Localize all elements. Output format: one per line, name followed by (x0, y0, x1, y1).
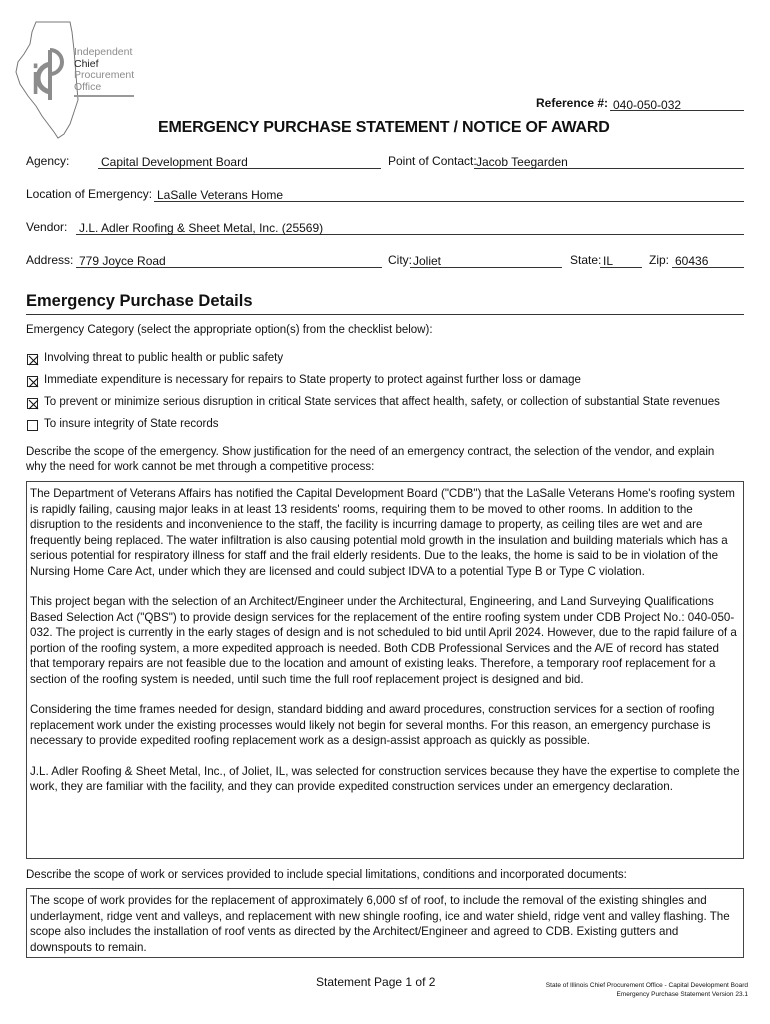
check-x-icon (28, 399, 39, 410)
scope-textarea[interactable] (26, 481, 744, 859)
scope-paragraph: J.L. Adler Roofing & Sheet Metal, Inc., of Joliet, IL, was selected for construction services because they have the expertise to complete the work, they are familiar with the facility, and they can provide expedited construction services under an emergency declaration. (30, 764, 740, 793)
zip-label: Zip: (649, 253, 670, 267)
option-label-repairs: Immediate expenditure is necessary for repairs to State property to protect against further loss or damage (44, 374, 581, 386)
city-field[interactable] (410, 252, 562, 268)
vendor-value: J.L. Adler Roofing & Sheet Metal, Inc. (25569) (79, 221, 324, 235)
contact-value: Jacob Teegarden (476, 155, 568, 169)
zip-value: 60436 (675, 254, 709, 268)
page-number: Statement Page 1 of 2 (316, 975, 436, 989)
scope-paragraph: This project began with the selection of an Architect/Engineer under the Architectural, Engineering, and Land Surveying Qualifications Based Selection Act ("QBS") to provide design services for the replacement of the entire roofing system under CDB Project No.: 040-050-032. The project is currently in the early stages of design and is not scheduled to bid until April 2024. However, due to the rapid failure of a portion of the roofing system, a more expedited approach is needed. Both CDB Professional Services and the A/E of record has stated that temporary repairs are not feasible due to the location and amount of existing leaks. Therefore, a temporary roof replacement for a section of the roofing system is needed, until such time the full roof replacement project is designed and bid. (30, 595, 737, 686)
svg-text:i: i (30, 58, 42, 104)
option-label-records: To insure integrity of State records (44, 418, 219, 430)
reference-field[interactable] (610, 96, 744, 111)
logo (14, 20, 154, 140)
state-field[interactable] (600, 252, 642, 268)
state-label: State: (570, 253, 602, 267)
address-field[interactable] (76, 252, 382, 268)
reference-label: Reference #: (536, 96, 609, 110)
scope-prompt-line-1: Describe the scope of the emergency. Show justification for the need of an emergency contract, the selection of the vendor, and explain (26, 446, 715, 458)
address-label: Address: (26, 253, 74, 267)
logo-line-1: Independent (74, 46, 133, 58)
address-value: 779 Joyce Road (79, 254, 166, 268)
footer-line-1: State of Illinois Chief Procurement Office - Capital Development Board (545, 982, 748, 989)
footer-info (470, 981, 748, 999)
checkbox-public-health[interactable] (27, 354, 38, 365)
checkbox-disruption[interactable] (27, 398, 38, 409)
location-label: Location of Emergency: (26, 187, 153, 201)
logo-tagline-rule (74, 95, 134, 97)
logo-line-3: Procurement (74, 69, 135, 81)
check-x-icon (28, 355, 39, 366)
scope-prompt (26, 445, 746, 475)
city-value: Joliet (413, 254, 442, 268)
contact-field[interactable] (474, 153, 744, 169)
option-label-disruption: To prevent or minimize serious disruption in critical State services that affect health, safety, or collection of substantial State revenues (44, 396, 720, 408)
contact-label: Point of Contact: (388, 154, 477, 168)
agency-value: Capital Development Board (101, 155, 248, 169)
checkbox-repairs[interactable] (27, 376, 38, 387)
logo-line-2: Chief (74, 57, 99, 70)
vendor-field[interactable] (76, 219, 744, 235)
section-divider (26, 314, 744, 315)
city-label: City: (388, 253, 412, 267)
page-title: EMERGENCY PURCHASE STATEMENT / NOTICE OF AWARD (158, 119, 610, 136)
section-heading: Emergency Purchase Details (26, 292, 253, 310)
zip-field[interactable] (672, 252, 744, 268)
vendor-label: Vendor: (26, 220, 68, 234)
work-textarea[interactable] (26, 888, 744, 958)
category-prompt: Emergency Category (select the appropriate option(s) from the checklist below): (26, 324, 433, 336)
checkbox-records[interactable] (27, 420, 38, 431)
scope-prompt-line-2: why the need for work cannot be met through a competitive process: (26, 461, 375, 473)
scope-paragraph: Considering the time frames needed for design, standard bidding and award procedures, construction services for a section of roofing replacement work under the existing processes would likely not begin for several months. For this reason, an emergency purchase is necessary to provide expedited roofing replacement work as a design-assist approach as quickly as possible. (30, 703, 715, 747)
location-field[interactable] (154, 186, 744, 202)
reference-value: 040-050-032 (613, 98, 682, 112)
work-prompt: Describe the scope of work or services provided to include special limitations, conditions and incorporated documents: (26, 869, 627, 881)
option-label-public-health: Involving threat to public health or public safety (44, 352, 284, 364)
logo-line-4: Office (74, 80, 102, 93)
footer-line-2: Emergency Purchase Statement Version 23.1 (616, 991, 748, 998)
scope-paragraph: The Department of Veterans Affairs has notified the Capital Development Board ("CDB") that the LaSalle Veterans Home's roofing system is rapidly failing, causing major leaks in at least 13 residents' rooms, requiring them to be moved to other rooms. In addition to the disruption to the residents and inconvenience to the staff, the facility is incurring damage to property, as ceiling tiles are wet and are frequently being replaced. The water infiltration is also causing potential mold growth in the insulation and building materials which has a serious potential for respiratory illness for staff and the frail elderly residents. Due to the leaks, the home is said to be in violation of the Nursing Home Care Act, under which they are licensed and could subject IDVA to a potential Type B or Type C violation. (30, 487, 735, 578)
work-text: The scope of work provides for the replacement of approximately 6,000 sf of roof, to include the removal of the existing shingles and underlayment, ridge vent and valleys, and replacement with new shingle roofing, ice and water shield, ridge vent and valley flashing. The scope also includes the installation of roof vents as directed by the Architect/Engineer and agreed to CDB. Existing gutters and downspouts to remain. (30, 894, 730, 954)
state-value: IL (603, 254, 614, 268)
agency-field[interactable] (98, 153, 381, 169)
agency-label: Agency: (26, 154, 70, 168)
location-value: LaSalle Veterans Home (157, 188, 284, 202)
check-x-icon (28, 377, 39, 388)
